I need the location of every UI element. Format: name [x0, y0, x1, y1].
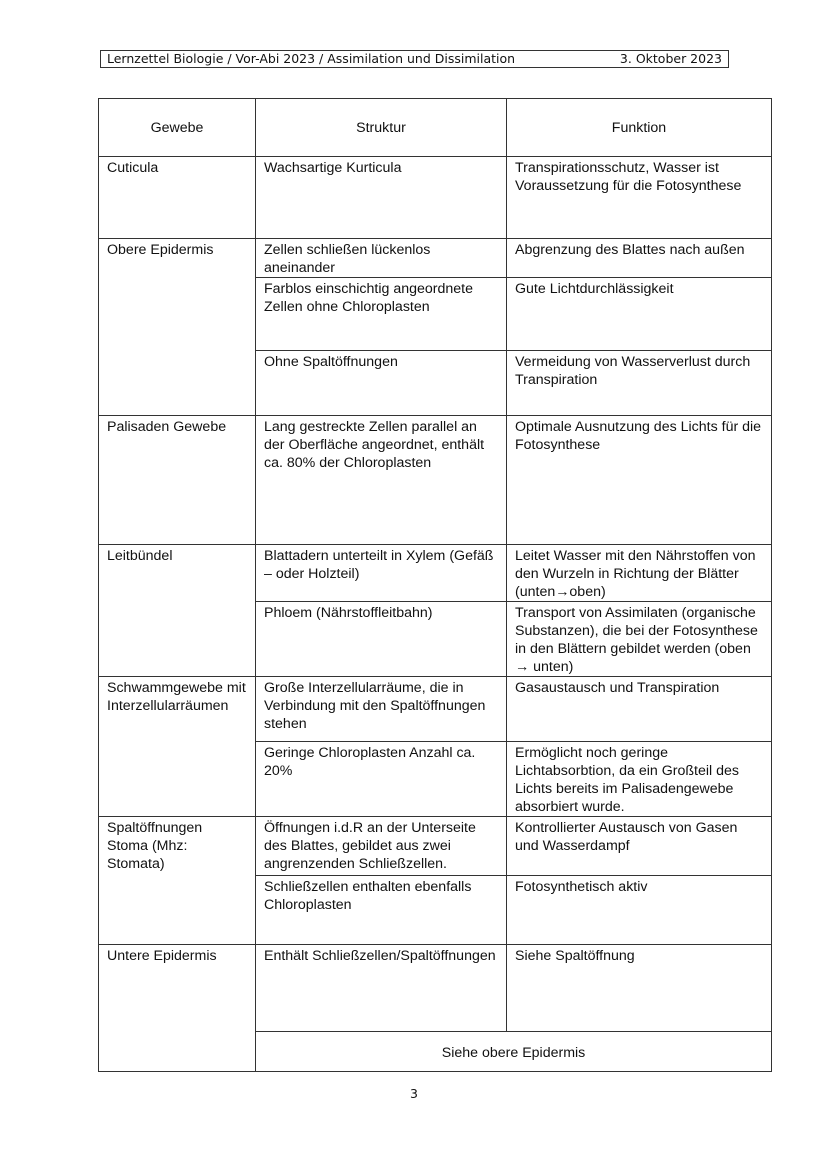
funktion-cell: Kontrollierter Austausch von Gasen und Wasserdampf [507, 817, 772, 876]
funktion-cell: Fotosynthetisch aktiv [507, 876, 772, 945]
struktur-cell: Blattadern unterteilt in Xylem (Gefäß – oder Holzteil) [256, 545, 507, 602]
struktur-cell: Enthält Schließzellen/Spaltöffnungen [256, 945, 507, 1032]
funktion-cell: Abgrenzung des Blattes nach außen [507, 239, 772, 278]
gewebe-cell: Palisaden Gewebe [99, 416, 256, 545]
struktur-cell: Wachsartige Kurticula [256, 157, 507, 239]
table-row [99, 239, 772, 278]
struktur-cell: Ohne Spaltöffnungen [256, 351, 507, 416]
struktur-cell: Phloem (Nährstoffleitbahn) [256, 602, 507, 677]
gewebe-cell: Untere Epidermis [99, 945, 256, 1072]
table-row [99, 677, 772, 742]
header-funktion: Funktion [507, 99, 772, 157]
funktion-cell: Vermeidung von Wasserverlust durch Transpiration [507, 351, 772, 416]
header-date: 3. Oktober 2023 [619, 51, 722, 66]
struktur-cell: Öffnungen i.d.R an der Unterseite des Blattes, gebildet aus zwei angrenzenden Schließzellen. [256, 817, 507, 876]
page-header [100, 50, 729, 68]
table-row [99, 817, 772, 876]
struktur-cell: Schließzellen enthalten ebenfalls Chloroplasten [256, 876, 507, 945]
gewebe-cell: Schwammgewebe mit Interzellularräumen [99, 677, 256, 817]
struktur-cell: Lang gestreckte Zellen parallel an der Oberfläche angeordnet, enthält ca. 80% der Chloroplasten [256, 416, 507, 545]
header-title: Lernzettel Biologie / Vor-Abi 2023 / Assimilation und Dissimilation [107, 51, 516, 66]
funktion-cell: Transport von Assimilaten (organische Substanzen), die bei der Fotosynthese in den Blättern gebildet werden (oben → unten) [507, 602, 772, 677]
funktion-cell: Gute Lichtdurchlässigkeit [507, 278, 772, 351]
struktur-cell: Große Interzellularräume, die in Verbindung mit den Spaltöffnungen stehen [256, 677, 507, 742]
table-row [99, 545, 772, 602]
table-header-row [99, 99, 772, 157]
gewebe-cell: Spaltöffnungen Stoma (Mhz: Stomata) [99, 817, 256, 945]
gewebe-cell: Leitbündel [99, 545, 256, 677]
table-row [99, 416, 772, 545]
struktur-cell: Farblos einschichtig angeordnete Zellen ohne Chloroplasten [256, 278, 507, 351]
struktur-cell: Geringe Chloroplasten Anzahl ca. 20% [256, 742, 507, 817]
funktion-cell: Siehe Spaltöffnung [507, 945, 772, 1032]
leaf-tissue-table [98, 98, 772, 1072]
funktion-cell: Ermöglicht noch geringe Lichtabsorbtion, da ein Großteil des Lichts bereits im Palisadengewebe absorbiert wurde. [507, 742, 772, 817]
funktion-cell: Leitet Wasser mit den Nährstoffen von den Wurzeln in Richtung der Blätter (unten→oben) [507, 545, 772, 602]
funktion-cell: Gasaustausch und Transpiration [507, 677, 772, 742]
gewebe-cell: Obere Epidermis [99, 239, 256, 416]
funktion-cell: Optimale Ausnutzung des Lichts für die Fotosynthese [507, 416, 772, 545]
page-number: 3 [410, 1086, 418, 1101]
gewebe-cell: Cuticula [99, 157, 256, 239]
funktion-cell: Transpirationsschutz, Wasser ist Voraussetzung für die Fotosynthese [507, 157, 772, 239]
table-row [99, 945, 772, 1032]
header-struktur: Struktur [256, 99, 507, 157]
struktur-cell: Zellen schließen lückenlos aneinander [256, 239, 507, 278]
header-gewebe: Gewebe [99, 99, 256, 157]
table-row [99, 157, 772, 239]
merged-note-cell: Siehe obere Epidermis [256, 1032, 772, 1072]
